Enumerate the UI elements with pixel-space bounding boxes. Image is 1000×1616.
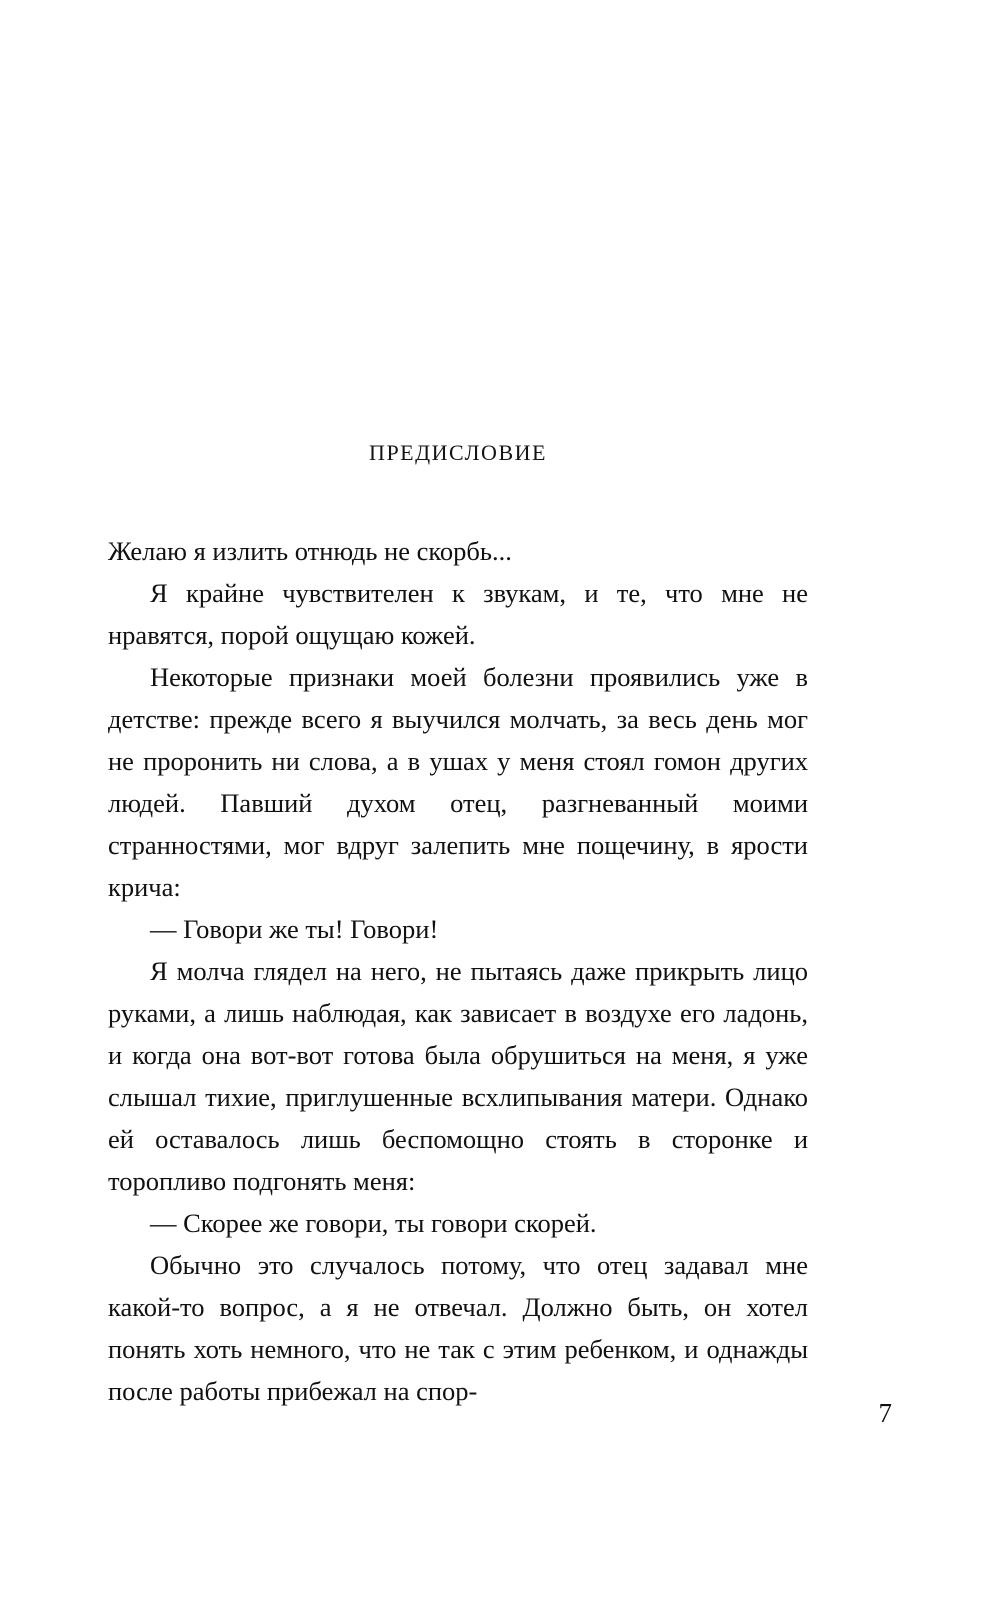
paragraph-dialogue: — Скорее же говори, ты говори скорей. (150, 1208, 597, 1238)
page-title: предисловие (369, 432, 547, 467)
paragraph: Я молча глядел на него, не пытаясь даже прикрыть лицо руками, а лишь наблюдая, как зависает в воздухе его ладонь, и когда она вот-вот готова была обрушиться на меня, я уже слышал тихие, приглушенные всхлипывания матери. Однако ей оставалось лишь беспомощно стоять в сторонке и торопливо подгонять меня: (108, 956, 808, 1196)
page-number: 7 (878, 1398, 892, 1428)
paragraph: Некоторые признаки моей болезни проявились уже в детстве: прежде всего я выучился молчать, за весь день мог не проронить ни слова, а в ушах у меня стоял гомон других людей. Павший духом отец, разгневанный моими странностями, мог вдруг залепить мне пощечину, в ярости крича: (108, 662, 808, 902)
body-text (108, 530, 808, 1412)
page-content (108, 432, 808, 1412)
paragraph: Обычно это случалось потому, что отец задавал мне какой-то вопрос, а я не отвечал. Должно быть, он хотел понять хоть немного, что не так с этим ребенком, и однажды после работы прибежал на спор- (108, 1250, 808, 1406)
paragraph: Я крайне чувствителен к звукам, и те, что мне не нравятся, порой ощущаю кожей. (108, 578, 808, 650)
paragraph-dialogue: — Говори же ты! Говори! (150, 914, 439, 944)
paragraph: Желаю я излить отнюдь не скорбь... (108, 536, 512, 566)
